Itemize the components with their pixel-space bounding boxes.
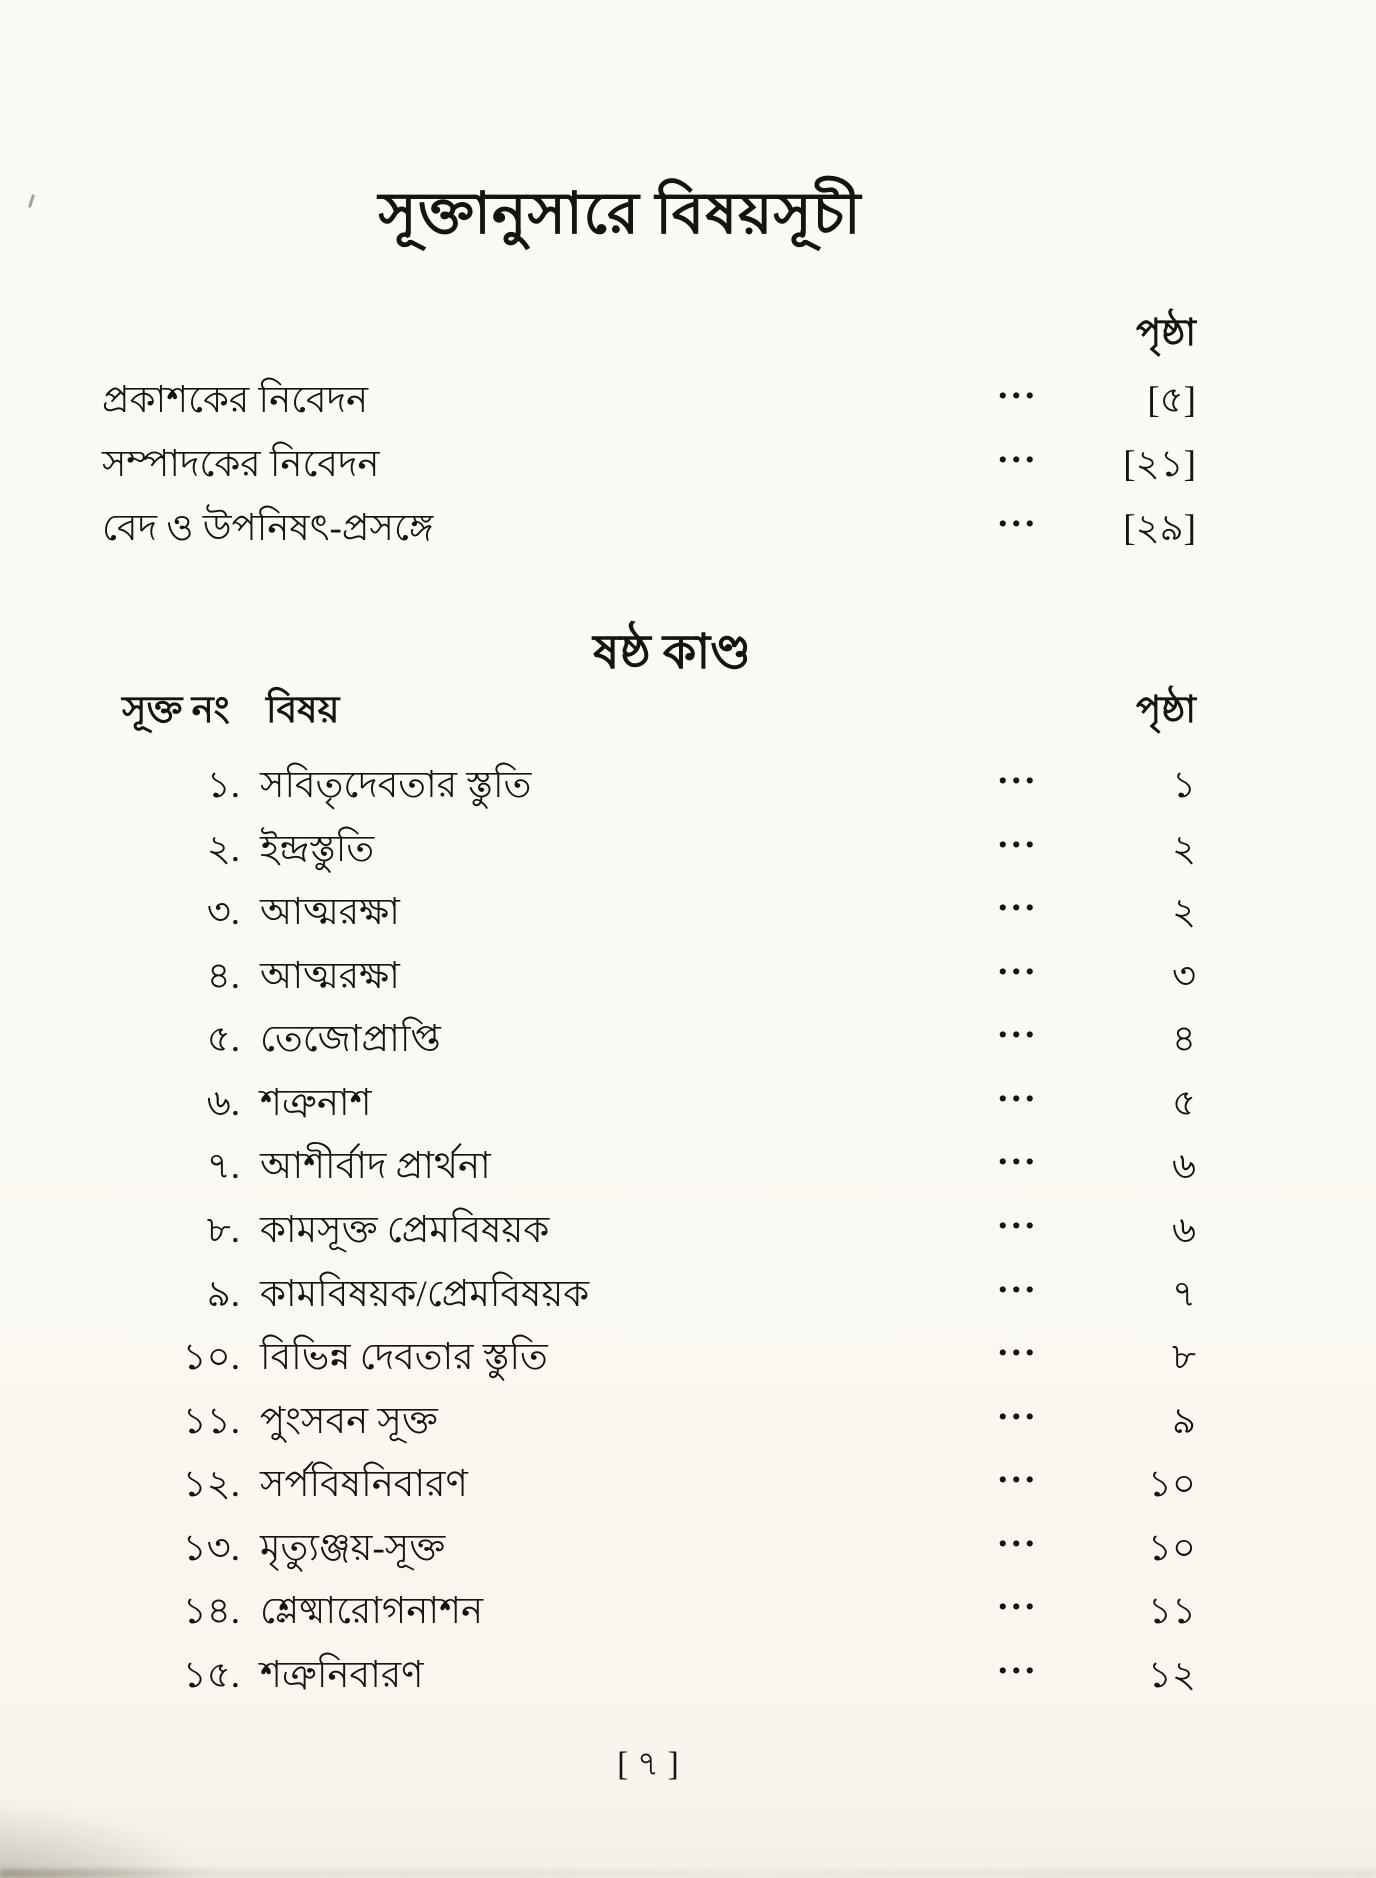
toc-row-page: ৯	[1171, 1401, 1196, 1442]
dot-leader: ...	[998, 1259, 1039, 1301]
dot-leader: ...	[998, 1322, 1039, 1364]
toc-row-page: ৫	[1171, 1083, 1196, 1124]
column-header-subject: বিষয়	[266, 690, 340, 731]
dot-leader: ...	[998, 365, 1039, 407]
dot-leader: ...	[998, 1513, 1039, 1555]
toc-row-page: ১১	[1147, 1591, 1196, 1632]
front-matter-label: প্রকাশকের নিবেদন	[102, 380, 369, 421]
dot-leader: ...	[998, 493, 1039, 535]
dot-leader: ...	[998, 750, 1039, 792]
toc-row	[100, 1259, 1196, 1315]
dot-leader: ...	[998, 1195, 1039, 1237]
dot-leader: ...	[998, 1576, 1039, 1618]
page-column-header-top: পৃষ্ঠা	[1136, 313, 1196, 354]
front-matter-row	[100, 429, 1196, 486]
toc-row-page: ১০	[1147, 1464, 1196, 1505]
front-matter-row	[100, 365, 1196, 422]
toc-row-title: আত্মরক্ষা	[260, 956, 400, 997]
toc-row-title: কামবিষয়ক/প্রেমবিষয়ক	[260, 1274, 590, 1315]
toc-row-page: ৮	[1171, 1337, 1196, 1378]
dot-leader: ...	[998, 1004, 1039, 1046]
folio-page-number: [ ৭ ]	[617, 1746, 679, 1783]
column-header-serial: সূক্ত নং	[122, 690, 230, 731]
dot-leader: ...	[998, 1068, 1039, 1110]
toc-row-title: মৃত্যুঞ্জয়-সূক্ত	[260, 1528, 446, 1569]
front-matter-page: [৫]	[1147, 380, 1196, 421]
toc-row	[100, 1449, 1196, 1505]
table-header-row	[100, 680, 1196, 732]
toc-row-page: ৩	[1171, 956, 1196, 997]
toc-row	[100, 1131, 1196, 1187]
toc-row-number: ১১.	[182, 1401, 240, 1442]
toc-row	[100, 814, 1196, 870]
toc-row	[100, 1322, 1196, 1378]
toc-row-title: সর্পবিষনিবারণ	[260, 1464, 468, 1505]
toc-row-title: পুংসবন সূক্ত	[260, 1401, 438, 1442]
toc-row-number: ৭.	[206, 1146, 240, 1187]
front-matter-label: বেদ ও উপনিষৎ-প্রসঙ্গে	[102, 508, 434, 549]
toc-row	[100, 1068, 1196, 1124]
toc-row-number: ২.	[206, 829, 240, 870]
dot-leader: ...	[998, 814, 1039, 856]
dot-leader: ...	[998, 1449, 1039, 1491]
toc-row	[100, 750, 1196, 806]
toc-row	[100, 1513, 1196, 1569]
toc-row-title: আশীর্বাদ প্রার্থনা	[260, 1146, 491, 1187]
front-matter-page: [২১]	[1123, 444, 1196, 485]
toc-row-page: ২	[1171, 829, 1196, 870]
toc-row	[100, 1576, 1196, 1632]
toc-row-number: ১.	[206, 765, 240, 806]
front-matter-page: [২৯]	[1123, 508, 1196, 549]
toc-row-page: ৭	[1171, 1274, 1196, 1315]
scan-corner-shadow	[0, 1802, 220, 1878]
dot-leader: ...	[998, 1131, 1039, 1173]
toc-row	[100, 941, 1196, 997]
toc-row-number: ৮.	[206, 1210, 240, 1251]
toc-row-number: ৫.	[206, 1019, 240, 1060]
column-header-page: পৃষ্ঠা	[1136, 690, 1196, 731]
toc-row-number: ৪.	[206, 956, 240, 997]
toc-row-title: ইন্দ্রস্তুতি	[260, 829, 375, 870]
dot-leader: ...	[998, 877, 1039, 919]
toc-row-number: ৯.	[206, 1274, 240, 1315]
front-matter-row	[100, 493, 1196, 550]
toc-row	[100, 1004, 1196, 1060]
toc-row	[100, 877, 1196, 933]
front-matter-label: সম্পাদকের নিবেদন	[102, 444, 380, 485]
toc-row-number: ৩.	[206, 892, 240, 933]
toc-row-title: শ্লেষ্মারোগনাশন	[260, 1591, 484, 1632]
toc-row-page: ৪	[1171, 1019, 1196, 1060]
toc-row-number: ১৩.	[182, 1528, 240, 1569]
toc-row-page: ১০	[1147, 1528, 1196, 1569]
scan-bottom-edge	[0, 1869, 1376, 1878]
toc-row-title: শত্রুনাশ	[260, 1083, 372, 1124]
toc-row-page: ২	[1171, 892, 1196, 933]
dot-leader: ...	[998, 1386, 1039, 1428]
toc-row-number: ৬.	[206, 1083, 240, 1124]
toc-row-title: তেজোপ্রাপ্তি	[260, 1019, 441, 1060]
section-heading: ষষ্ঠ কাণ্ড	[593, 625, 751, 679]
toc-row	[100, 1386, 1196, 1442]
toc-row-page: ৬	[1171, 1210, 1196, 1251]
toc-row-page: ১	[1171, 765, 1196, 806]
toc-row-title: শত্রুনিবারণ	[260, 1655, 424, 1696]
toc-row-number: ১২.	[182, 1464, 240, 1505]
toc-row	[100, 1640, 1196, 1696]
page-title: সূক্তানুসারে বিষয়সূচী	[378, 180, 862, 246]
dot-leader: ...	[998, 1640, 1039, 1682]
toc-row-title: কামসূক্ত প্রেমবিষয়ক	[260, 1210, 550, 1251]
toc-row-title: সবিতৃদেবতার স্তুতি	[260, 765, 532, 806]
toc-row-title: বিভিন্ন দেবতার স্তুতি	[260, 1337, 548, 1378]
dot-leader: ...	[998, 429, 1039, 471]
dot-leader: ...	[998, 941, 1039, 983]
toc-row-number: ১৫.	[182, 1655, 240, 1696]
toc-row-page: ১২	[1147, 1655, 1196, 1696]
toc-row-page: ৬	[1171, 1146, 1196, 1187]
toc-row-title: আত্মরক্ষা	[260, 892, 400, 933]
toc-row-number: ১৪.	[182, 1591, 240, 1632]
toc-row-number: ১০.	[182, 1337, 240, 1378]
toc-row	[100, 1195, 1196, 1251]
